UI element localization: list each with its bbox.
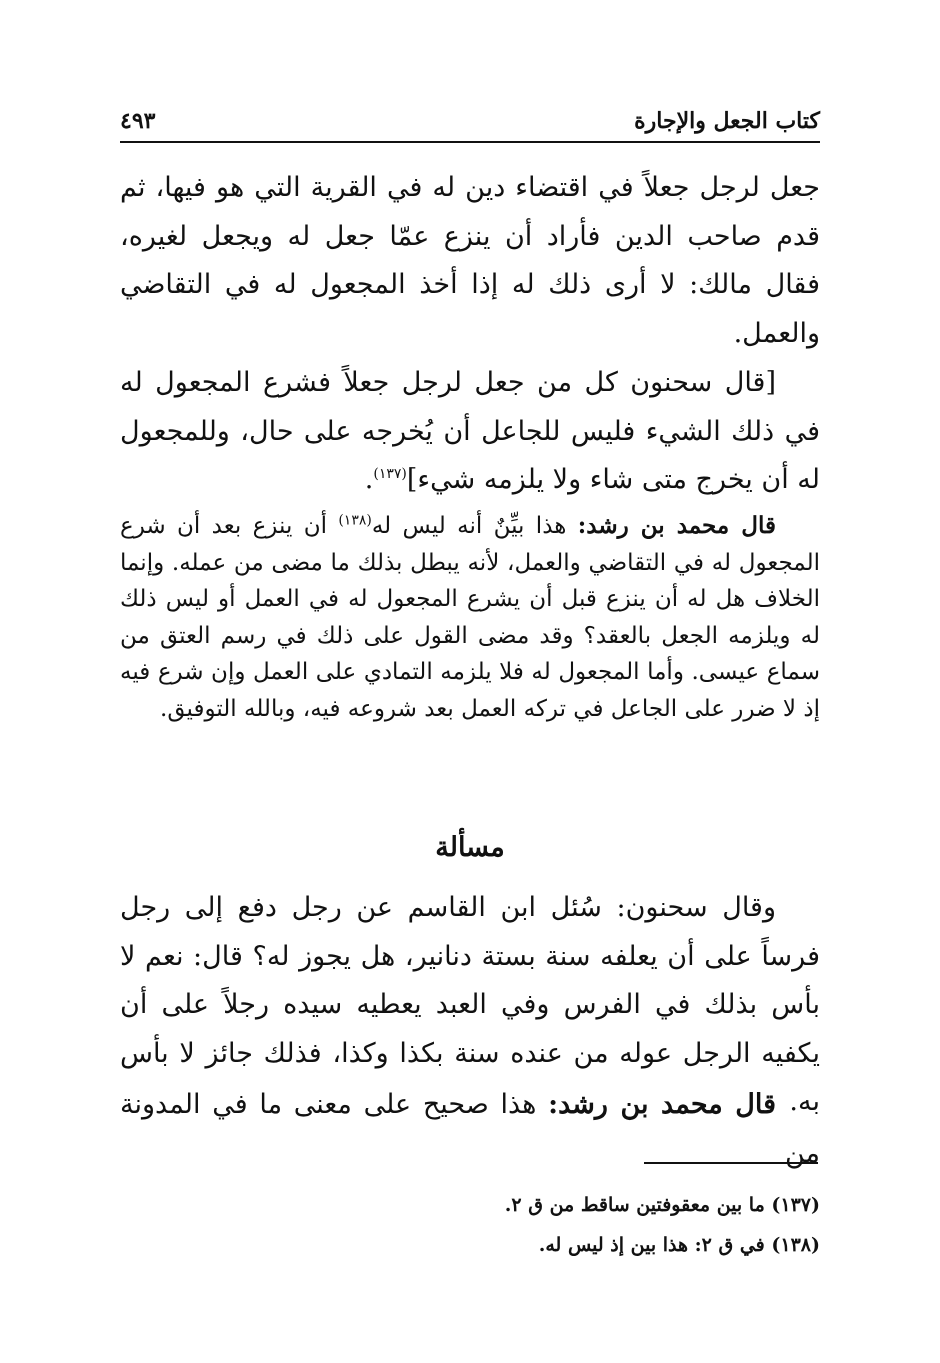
paragraph-4: وقال سحنون: سُئل ابن القاسم عن رجل دفع إلى رجل فرساً على أن يعلفه سنة بستة دنانير، هل يجوز له؟ قال: نعم لا بأس بذلك في الفرس وفي العبد يعطيه سيده رجلاً على أن يكفيه الرجل عوله من عنده سنة بكذا وكذا، فذلك جائز لا بأس به. [120, 892, 820, 1117]
paragraph-3-text-a: هذا بيِّنٌ أنه ليس له [371, 513, 578, 539]
footnote-137: (١٣٧) ما بين معقوفتين ساقط من ق ٢. [504, 1194, 820, 1216]
header-divider [120, 141, 820, 143]
footnote-ref-138[interactable]: (١٣٨) [338, 512, 372, 529]
running-header [120, 104, 820, 138]
footnote-ref-137[interactable]: (١٣٧) [373, 466, 407, 482]
paragraph-1: جعل لرجل جعلاً في اقتضاء دين له في القرية التي هو فيها، ثم قدم صاحب الدين فأراد أن ينزع عمّا جعل له ويجعل لغيره، فقال مالك: لا أرى ذلك له إذا أخذ المجعول له في التقاضي والعمل. [120, 172, 820, 349]
speaker-label-2: قال محمد بن رشد: [548, 1089, 776, 1120]
paragraph-2-end: . [364, 464, 374, 495]
paragraph-3-text-b: أن ينزع بعد أن شرع المجعول له في التقاضي والعمل، لأنه يبطل بذلك ما مضى من عمله. وإنما الخلاف هل له أن ينزع قبل أن يشرع المجعول له في العمل أو ليس ذلك له ويلزمه الجعل بالعقد؟ وقد مضى القول على ذلك في رسم العتق من سماع عيسى. وأما المجعول له فلا يلزمه التمادي على العمل وإن شرع فيه إذ لا ضرر على الجاعل في تركه العمل بعد شروعه فيه، وبالله التوفيق. [120, 513, 820, 722]
paragraph-2 [120, 359, 820, 505]
paragraph-5-text: هذا صحيح على معنى ما في المدونة من [120, 1089, 820, 1169]
speaker-label: قال محمد بن رشد: [577, 512, 776, 539]
footnote-138: (١٣٨) في ق ٢: هذا بين إذ ليس له. [538, 1234, 820, 1256]
section-heading: مسألة [435, 832, 505, 863]
paragraph-3 [120, 508, 820, 727]
footnote-divider [644, 1162, 818, 1164]
page-number: ٤٩٣ [120, 108, 156, 134]
paragraph-2-text: [قال سحنون كل من جعل لرجل جعلاً فشرع المجعول له في ذلك الشيء فليس للجاعل أن يُخرجه على حال، وللمجعول له أن يخرج متى شاء ولا يلزمه شيء] [120, 367, 820, 495]
chapter-title: كتاب الجعل والإجارة [634, 108, 820, 134]
